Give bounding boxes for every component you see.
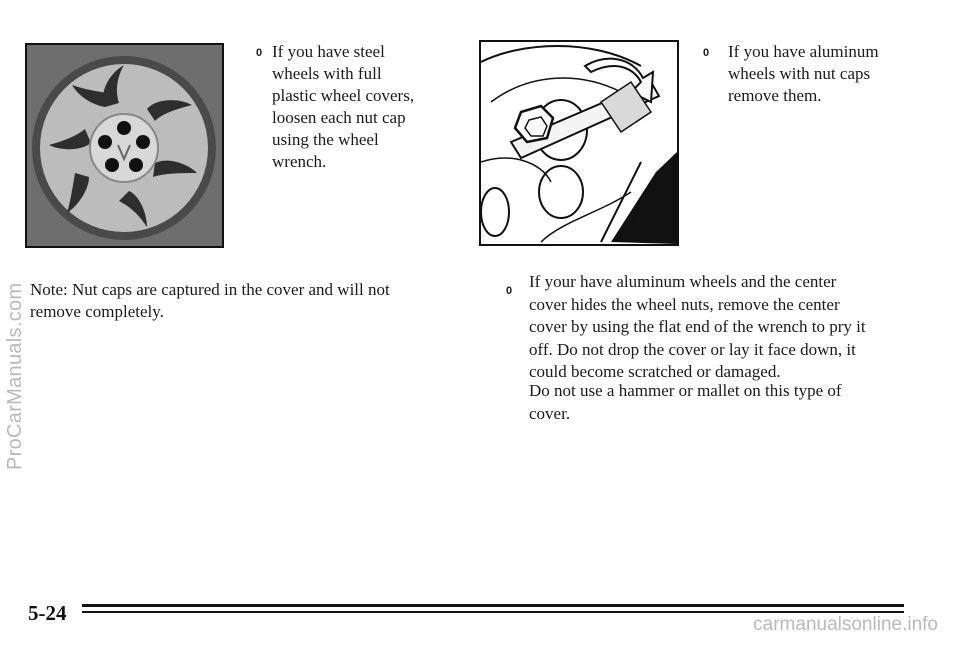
text-line: using the wheel xyxy=(272,130,379,149)
text-line: remove them. xyxy=(728,86,822,105)
text-line: plastic wheel covers, xyxy=(272,86,415,105)
aluminum-nut-cap-instructions xyxy=(728,41,879,107)
center-cover-instructions xyxy=(529,271,866,384)
text-line: wheels with nut caps xyxy=(728,64,871,83)
text-line: wrench. xyxy=(272,152,327,171)
text-line: cover hides the wheel nuts, remove the center xyxy=(529,294,840,314)
text-line: If your have aluminum wheels and the center xyxy=(529,272,837,291)
hammer-warning xyxy=(529,380,842,425)
bullet-marker: 0 xyxy=(506,285,513,297)
bullet-marker: 0 xyxy=(256,47,263,59)
text-line: remove completely. xyxy=(30,302,164,321)
text-line: If you have aluminum xyxy=(728,42,879,61)
text-line: wheels with full xyxy=(272,64,382,83)
text-line: loosen each nut cap xyxy=(272,108,406,127)
text-line: If you have steel xyxy=(272,42,385,61)
text-line: Note: Nut caps are captured in the cover and will not xyxy=(30,280,390,299)
footer-rule-top xyxy=(82,604,904,607)
wheel-cover-illustration xyxy=(25,43,224,248)
steel-wheel-instructions xyxy=(272,41,414,173)
text-line: cover by using the flat end of the wrench to pry it xyxy=(529,317,866,336)
text-line: could become scratched or damaged. xyxy=(529,362,781,381)
footer-rule-bottom xyxy=(82,611,904,613)
nut-cap-removal-illustration xyxy=(479,40,679,246)
bullet-marker: 0 xyxy=(703,47,710,59)
note-text xyxy=(30,279,390,323)
page-number: 5-24 xyxy=(28,601,67,625)
text-line: cover. xyxy=(529,403,571,423)
bottom-watermark: carmanualsonline.info xyxy=(753,614,938,635)
text-line: off. Do not drop the cover or lay it face down, it xyxy=(529,339,856,359)
text-line: Do not use a hammer or mallet on this type of xyxy=(529,381,842,400)
side-watermark: ProCarManuals.com xyxy=(4,282,26,470)
